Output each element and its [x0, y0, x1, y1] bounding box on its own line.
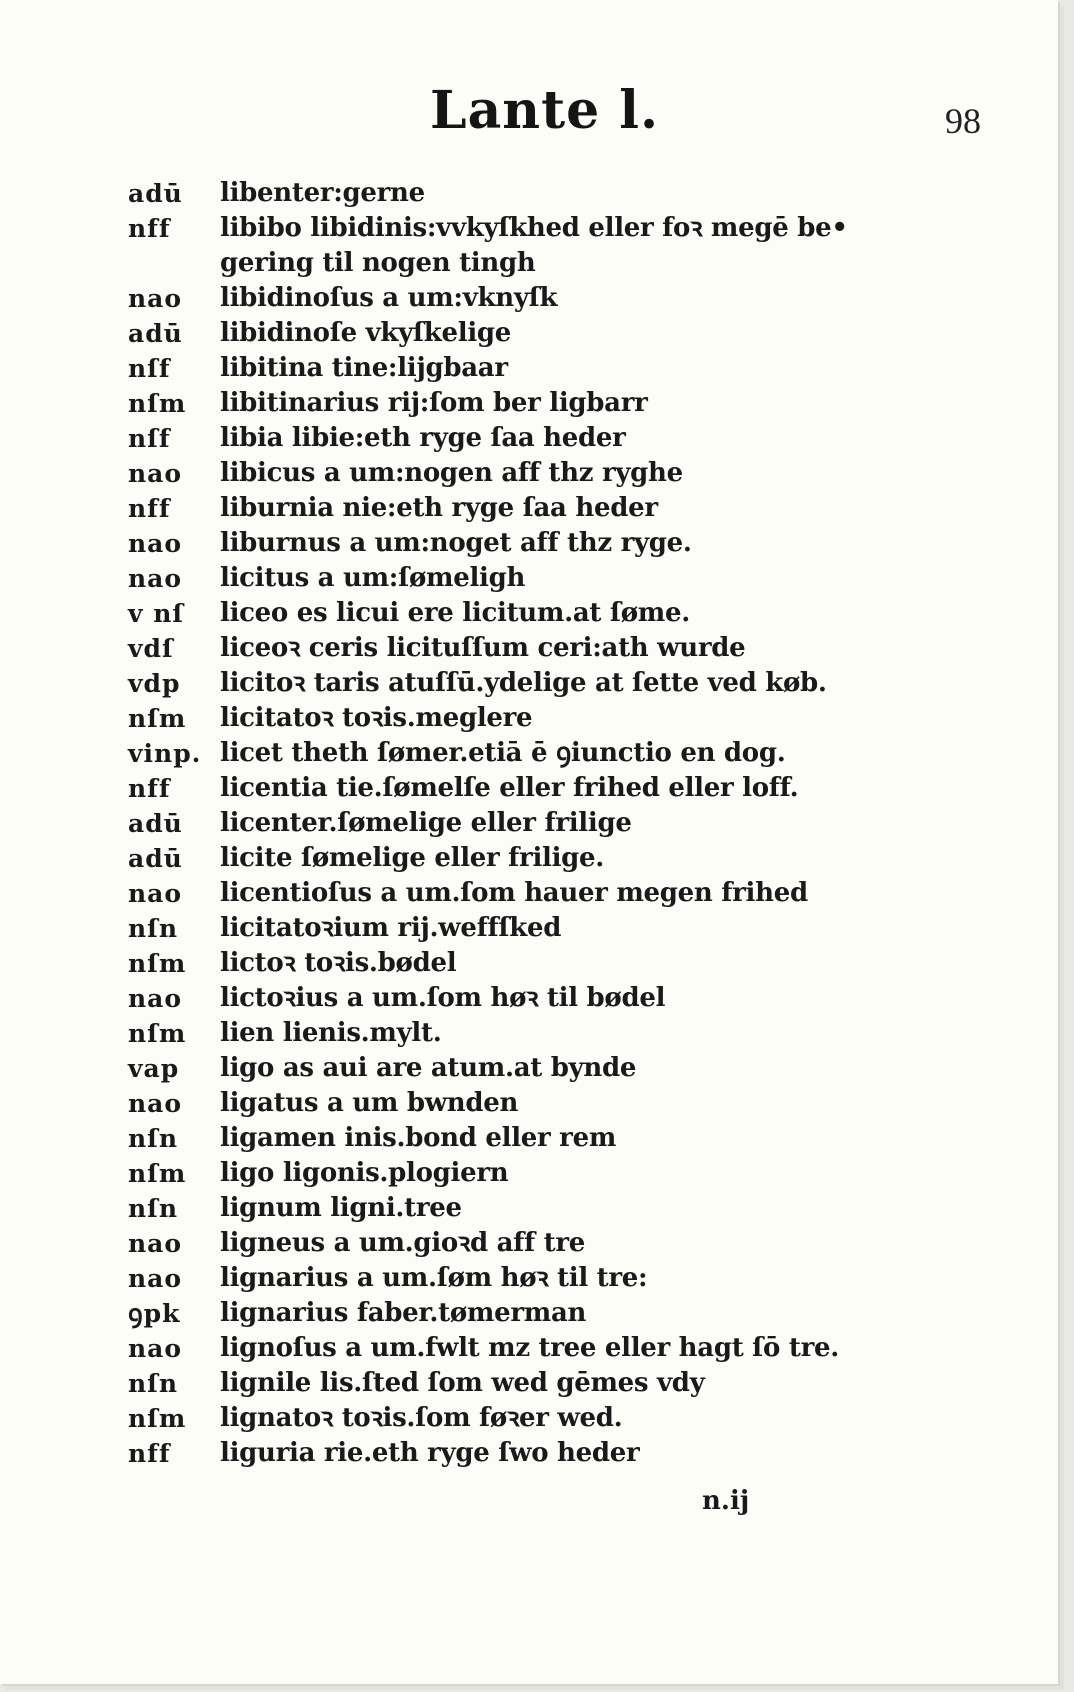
entry-grammar-code: nao	[128, 529, 183, 558]
entry-grammar-code: adū	[128, 319, 183, 348]
dictionary-entry	[128, 1331, 948, 1366]
dictionary-entry	[128, 1366, 948, 1401]
entry-grammar-code: nff	[128, 774, 171, 803]
dictionary-entry	[128, 1156, 948, 1191]
entry-text: licenter.ſømelige eller frilige	[220, 808, 632, 838]
entry-text: lignum ligni.tree	[220, 1193, 462, 1223]
entry-grammar-code: nao	[128, 1334, 183, 1363]
entry-grammar-code: nſn	[128, 1124, 179, 1153]
dictionary-entry	[128, 456, 948, 491]
entry-text: ligneus a um.gioꝛd aff tre	[220, 1228, 586, 1258]
entry-grammar-code: adū	[128, 844, 183, 873]
dictionary-entry	[128, 386, 948, 421]
entry-grammar-code: nſn	[128, 1369, 179, 1398]
entry-grammar-code: nſm	[128, 704, 187, 733]
dictionary-entry	[128, 841, 948, 876]
page-header-title: Lante l.	[430, 80, 660, 141]
signature-mark: n.ij	[702, 1486, 750, 1516]
entry-text: lictoꝛ toꝛis.bødel	[220, 948, 457, 978]
entry-text: lignarius a um.ſøm høꝛ til tre:	[220, 1263, 648, 1293]
dictionary-entry	[128, 526, 948, 561]
entry-text: libicus a um:nogen aff thz ryghe	[220, 458, 683, 488]
entry-text: lignoſus a um.fwlt mz tree eller hagt ſō tre.	[220, 1333, 839, 1363]
entry-grammar-code: nao	[128, 1089, 183, 1118]
entry-text: ligatus a um bwnden	[220, 1088, 519, 1118]
entry-text: lignarius faber.tømerman	[220, 1298, 587, 1328]
dictionary-entry-list	[128, 176, 948, 1471]
entry-grammar-code: nao	[128, 564, 183, 593]
entry-grammar-code: ꝯpk	[128, 1299, 181, 1328]
dictionary-entry	[128, 351, 948, 386]
dictionary-entry	[128, 561, 948, 596]
dictionary-entry	[128, 806, 948, 841]
dictionary-entry	[128, 771, 948, 806]
dictionary-entry	[128, 491, 948, 526]
dictionary-entry	[128, 666, 948, 701]
entry-grammar-code: vdp	[128, 669, 181, 698]
entry-grammar-code: nao	[128, 284, 183, 313]
entry-grammar-code: vinp.	[128, 739, 202, 768]
entry-grammar-code: adū	[128, 179, 183, 208]
dictionary-entry	[128, 281, 948, 316]
entry-text: lignile lis.ſted ſom wed gēmes vdy	[220, 1368, 705, 1398]
entry-text: licentioſus a um.ſom hauer megen frihed	[220, 878, 808, 908]
dictionary-entry	[128, 596, 948, 631]
entry-grammar-code: nſn	[128, 1194, 179, 1223]
entry-text: libitina tine:lijgbaar	[220, 353, 508, 383]
entry-grammar-code: nao	[128, 984, 183, 1013]
entry-grammar-code: nſm	[128, 949, 187, 978]
entry-grammar-code: nſm	[128, 1019, 187, 1048]
dictionary-entry	[128, 911, 948, 946]
entry-text: licitoꝛ taris atuſſū.ydelige at ſette ved køb.	[220, 668, 827, 698]
entry-grammar-code: nao	[128, 1229, 183, 1258]
dictionary-entry	[128, 316, 948, 351]
dictionary-entry	[128, 981, 948, 1016]
entry-text: liburnia nie:eth ryge ſaa heder	[220, 493, 658, 523]
entry-grammar-code: nff	[128, 214, 171, 243]
dictionary-entry	[128, 421, 948, 456]
entry-grammar-code: nff	[128, 1439, 171, 1468]
entry-text: licite ſømelige eller frilige.	[220, 843, 605, 873]
page-number: 98	[945, 101, 981, 141]
dictionary-entry	[128, 1086, 948, 1121]
entry-text: liceoꝛ ceris licituſſum ceri:ath wurde	[220, 633, 746, 663]
entry-text: liburnus a um:noget aff thz ryge.	[220, 528, 692, 558]
dictionary-entry	[128, 1051, 948, 1086]
entry-text: ligamen inis.bond eller rem	[220, 1123, 617, 1153]
entry-grammar-code: nao	[128, 879, 183, 908]
entry-grammar-code: nſn	[128, 914, 179, 943]
entry-text: lictoꝛius a um.ſom høꝛ til bødel	[220, 983, 666, 1013]
entry-text: ligo as aui are atum.at bynde	[220, 1053, 637, 1083]
entry-text: libitinarius rij:ſom ber ligbarr	[220, 388, 648, 418]
dictionary-entry	[128, 1261, 948, 1296]
entry-text: libidinoſe vkyſkelige	[220, 318, 512, 348]
dictionary-entry	[128, 1401, 948, 1436]
dictionary-entry	[128, 736, 948, 771]
dictionary-entry	[128, 701, 948, 736]
dictionary-entry	[128, 1436, 948, 1471]
entry-text: libenter:gerne	[220, 178, 425, 208]
entry-grammar-code: vap	[128, 1054, 180, 1083]
dictionary-entry	[128, 876, 948, 911]
entry-text: ligo ligonis.plogiern	[220, 1158, 509, 1188]
dictionary-entry	[128, 1121, 948, 1156]
entry-grammar-code: nſm	[128, 1159, 187, 1188]
entry-text: licitus a um:ſømeligh	[220, 563, 526, 593]
dictionary-entry	[128, 211, 948, 281]
dictionary-entry	[128, 1191, 948, 1226]
entry-text: licitatoꝛ toꝛis.meglere	[220, 703, 533, 733]
dictionary-entry	[128, 631, 948, 666]
entry-grammar-code: nao	[128, 459, 183, 488]
entry-grammar-code: nff	[128, 494, 171, 523]
dictionary-entry	[128, 1296, 948, 1331]
entry-text: licitatoꝛium rij.weffſked	[220, 913, 562, 943]
dictionary-entry	[128, 946, 948, 981]
entry-grammar-code: nſm	[128, 1404, 187, 1433]
entry-grammar-code: adū	[128, 809, 183, 838]
entry-text: licet theth ſømer.etiā ē ꝯiunctio en dog.	[220, 738, 786, 768]
entry-text: libibo libidinis:vvkyſkhed eller foꝛ megē be• gering til nogen tingh	[220, 213, 848, 278]
entry-text: libidinoſus a um:vknyſk	[220, 283, 558, 313]
entry-text: licentia tie.ſømelſe eller frihed eller loff.	[220, 773, 799, 803]
entry-text: liguria rie.eth ryge ſwo heder	[220, 1438, 640, 1468]
entry-grammar-code: nao	[128, 1264, 183, 1293]
dictionary-entry	[128, 1226, 948, 1261]
entry-grammar-code: vdſ	[128, 634, 174, 663]
entry-grammar-code: v nſ	[128, 599, 185, 628]
entry-text: liceo es licui ere licitum.at ſøme.	[220, 598, 690, 628]
entry-text: lien lienis.mylt.	[220, 1018, 442, 1048]
entry-grammar-code: nſf	[128, 424, 171, 453]
dictionary-entry	[128, 1016, 948, 1051]
entry-grammar-code: nſf	[128, 354, 171, 383]
entry-text: libia libie:eth ryge ſaa heder	[220, 423, 626, 453]
dictionary-entry	[128, 176, 948, 211]
entry-grammar-code: nſm	[128, 389, 187, 418]
entry-text: lignatoꝛ toꝛis.ſom føꝛer wed.	[220, 1403, 623, 1433]
